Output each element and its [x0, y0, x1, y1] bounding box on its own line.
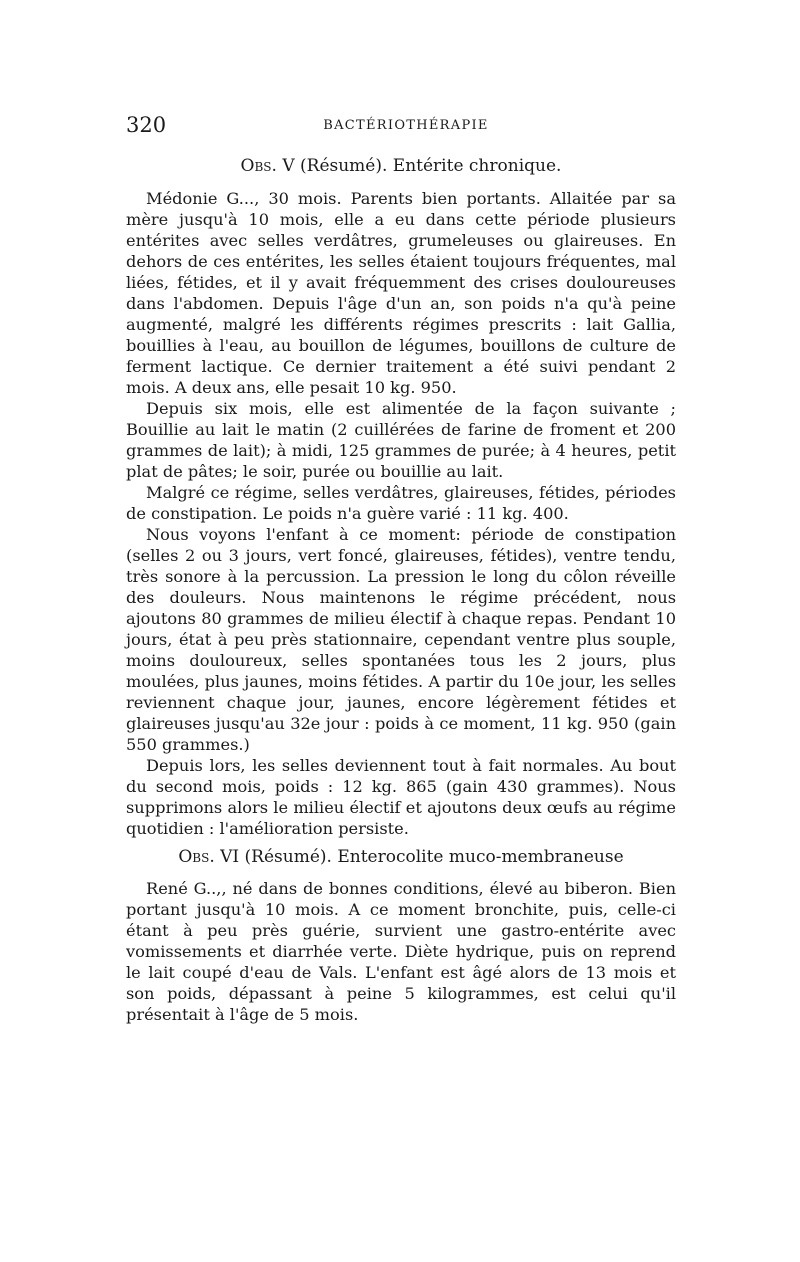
- page-number: 320: [126, 113, 167, 137]
- observation-6-heading: [126, 846, 676, 868]
- paragraph: Médonie G..., 30 mois. Parents bien portants. Allaitée par sa mère jusqu'à 10 mois, elle a eu dans cette période plusieurs entérites avec selles verdâtres, grumeleuses ou glaireuses. En dehors de ces entérites, les selles étaient toujours fréquentes, mal liées, fétides, et il y avait fréquemment des crises douloureuses dans l'abdomen. Depuis l'âge d'un an, son poids n'a qu'à peine augmenté, malgré les différents régimes prescrits : lait Gallia, bouillies à l'eau, au bouillon de légumes, bouillons de culture de ferment lactique. Ce dernier traitement a été suivi pendant 2 mois. A deux ans, elle pesait 10 kg. 950.: [126, 189, 676, 397]
- page-header: [126, 113, 686, 137]
- observation-5-body: [126, 188, 676, 839]
- heading-text: . VI (Résumé). Enterocolite muco-membraneuse: [209, 847, 624, 867]
- heading-text: . V (Résumé). Entérite chronique.: [271, 156, 562, 176]
- obs-abbrev: Obs: [240, 156, 272, 176]
- paragraph: Malgré ce régime, selles verdâtres, glaireuses, fétides, périodes de constipation. Le poids n'a guère varié : 11 kg. 400.: [126, 483, 676, 523]
- paragraph: Nous voyons l'enfant à ce moment: période de constipation (selles 2 ou 3 jours, vert foncé, glaireuses, fétides), ventre tendu, très sonore à la percussion. La pression le long du côlon réveille des douleurs. Nous maintenons le régime précédent, nous ajoutons 80 grammes de milieu électif à chaque repas. Pendant 10 jours, état à peu près stationnaire, cependant ventre plus souple, moins douloureux, selles spontanées tous les 2 jours, plus moulées, plus jaunes, moins fétides. A partir du 10e jour, les selles reviennent chaque jour, jaunes, encore légèrement fétides et glaireuses jusqu'au 32e jour : poids à ce moment, 11 kg. 950 (gain 550 grammes.): [126, 525, 676, 754]
- observation-5-heading: [126, 155, 676, 177]
- paragraph: René G..,, né dans de bonnes conditions, élevé au biberon. Bien portant jusqu'à 10 mois. A ce moment bronchite, puis, celle-ci étant à peu près guérie, survient une gastro-entérite avec vomissements et diarrhée verte. Diète hydrique, puis on reprend le lait coupé d'eau de Vals. L'enfant est âgé alors de 13 mois et son poids, dépassant à peine 5 kilogrammes, est celui qu'il présentait à l'âge de 5 mois.: [126, 879, 676, 1024]
- paragraph: Depuis six mois, elle est alimentée de la façon suivante ; Bouillie au lait le matin (2 cuillérées de farine de froment et 200 grammes de lait); à midi, 125 grammes de purée; à 4 heures, petit plat de pâtes; le soir, purée ou bouillie au lait.: [126, 399, 676, 481]
- paragraph: Depuis lors, les selles deviennent tout à fait normales. Au bout du second mois, poids : 12 kg. 865 (gain 430 grammes). Nous supprimons alors le milieu électif et ajoutons deux œufs au régime quotidien : l'amélioration persiste.: [126, 756, 676, 838]
- running-title: BACTÉRIOTHÉRAPIE: [323, 118, 489, 133]
- obs-abbrev: Obs: [178, 847, 210, 867]
- observation-6-body: [126, 878, 676, 1025]
